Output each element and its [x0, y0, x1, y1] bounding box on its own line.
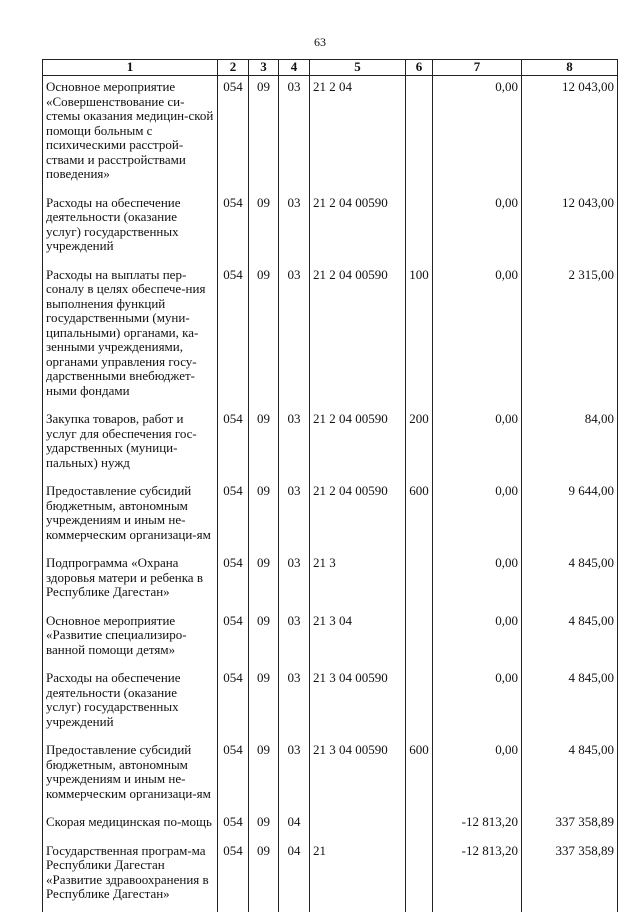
row-col-2: 054	[218, 408, 249, 480]
row-col-7: 0,00	[433, 667, 522, 739]
row-col-7: 0,00	[433, 610, 522, 668]
budget-table	[42, 59, 618, 912]
row-col-5: 21 3 04 00590	[310, 739, 406, 811]
row-col-2: 054	[218, 192, 249, 264]
row-col-4: 03	[279, 610, 310, 668]
header-col-8: 8	[522, 60, 618, 76]
row-col-6: 600	[406, 480, 433, 552]
row-col-6	[406, 811, 433, 840]
row-col-2: 054	[218, 552, 249, 610]
row-col-5: 21 2 04	[310, 76, 406, 192]
row-col-2: 054	[218, 610, 249, 668]
row-col-4: 04	[279, 811, 310, 840]
row-name: Расходы на обеспечение деятельности (оказание услуг) государственных учреждений	[43, 667, 218, 739]
row-col-3: 09	[249, 739, 279, 811]
row-name: Предоставление субсидий бюджетным, автономным учреждениям и иным не-коммерческим организаци-ям	[43, 739, 218, 811]
row-col-7: 0,00	[433, 552, 522, 610]
row-name: Государственная програм-ма Республики Дагестан «Развитие здравоохранения в Республике Дагестан»	[43, 840, 218, 912]
row-name: Основное мероприятие «Совершенствование си-стемы оказания медицин-ской помощи больным с психическими расстрой-ствами и расстройствами поведения»	[43, 76, 218, 192]
row-col-7: 0,00	[433, 408, 522, 480]
row-col-5: 21 3 04	[310, 610, 406, 668]
header-col-7: 7	[433, 60, 522, 76]
row-col-7: 0,00	[433, 264, 522, 409]
row-col-5: 21 3 04 00590	[310, 667, 406, 739]
row-col-3: 09	[249, 192, 279, 264]
row-col-8: 84,00	[522, 408, 618, 480]
row-col-7: 0,00	[433, 76, 522, 192]
header-col-1: 1	[43, 60, 218, 76]
row-col-8: 4 845,00	[522, 610, 618, 668]
row-col-5: 21 2 04 00590	[310, 408, 406, 480]
row-col-8: 4 845,00	[522, 552, 618, 610]
row-name: Основное мероприятие «Развитие специализиро-ванной помощи детям»	[43, 610, 218, 668]
table-row	[43, 739, 618, 811]
row-col-4: 03	[279, 264, 310, 409]
row-col-3: 09	[249, 552, 279, 610]
row-col-4: 03	[279, 552, 310, 610]
table-row	[43, 192, 618, 264]
row-col-7: 0,00	[433, 739, 522, 811]
row-col-6: 600	[406, 739, 433, 811]
row-col-3: 09	[249, 76, 279, 192]
table-row	[43, 610, 618, 668]
row-col-7: 0,00	[433, 480, 522, 552]
row-col-5: 21	[310, 840, 406, 912]
row-col-2: 054	[218, 667, 249, 739]
table-row	[43, 480, 618, 552]
table-row	[43, 408, 618, 480]
row-col-4: 03	[279, 408, 310, 480]
row-name: Скорая медицинская по-мощь	[43, 811, 218, 840]
row-col-2: 054	[218, 840, 249, 912]
table-row	[43, 76, 618, 192]
row-name: Расходы на обеспечение деятельности (оказание услуг) государственных учреждений	[43, 192, 218, 264]
row-col-6: 100	[406, 264, 433, 409]
row-col-2: 054	[218, 264, 249, 409]
row-col-4: 03	[279, 76, 310, 192]
header-col-3: 3	[249, 60, 279, 76]
row-col-8: 4 845,00	[522, 739, 618, 811]
row-col-6	[406, 667, 433, 739]
row-col-5: 21 2 04 00590	[310, 264, 406, 409]
header-col-4: 4	[279, 60, 310, 76]
row-name: Подпрограмма «Охрана здоровья матери и ребенка в Республике Дагестан»	[43, 552, 218, 610]
row-col-8: 337 358,89	[522, 811, 618, 840]
row-col-6	[406, 840, 433, 912]
row-name: Расходы на выплаты пер-соналу в целях обеспече-ния выполнения функций государственными (муни-ципальными) органами, ка-зенными учреждениями, органами управления госу-дарственными внебюджет-ными фондами	[43, 264, 218, 409]
header-col-2: 2	[218, 60, 249, 76]
row-col-5: 21 2 04 00590	[310, 192, 406, 264]
row-col-3: 09	[249, 264, 279, 409]
row-col-3: 09	[249, 811, 279, 840]
row-col-3: 09	[249, 667, 279, 739]
row-name: Закупка товаров, работ и услуг для обеспечения гос-ударственных (муници-пальных) нужд	[43, 408, 218, 480]
table-header-row	[43, 60, 618, 76]
row-col-6	[406, 610, 433, 668]
row-col-8: 337 358,89	[522, 840, 618, 912]
row-col-5	[310, 811, 406, 840]
row-col-6	[406, 192, 433, 264]
header-col-6: 6	[406, 60, 433, 76]
row-col-4: 03	[279, 667, 310, 739]
row-col-4: 03	[279, 739, 310, 811]
row-col-8: 9 644,00	[522, 480, 618, 552]
header-col-5: 5	[310, 60, 406, 76]
row-col-4: 03	[279, 480, 310, 552]
row-col-8: 2 315,00	[522, 264, 618, 409]
row-col-8: 4 845,00	[522, 667, 618, 739]
row-col-7: -12 813,20	[433, 811, 522, 840]
row-col-5: 21 3	[310, 552, 406, 610]
row-col-2: 054	[218, 76, 249, 192]
row-col-2: 054	[218, 811, 249, 840]
table-row	[43, 552, 618, 610]
table-row	[43, 667, 618, 739]
table-row	[43, 264, 618, 409]
row-col-3: 09	[249, 480, 279, 552]
row-col-5: 21 2 04 00590	[310, 480, 406, 552]
row-col-8: 12 043,00	[522, 76, 618, 192]
row-col-3: 09	[249, 610, 279, 668]
table-row	[43, 840, 618, 912]
page-number: 63	[314, 35, 326, 49]
row-col-3: 09	[249, 408, 279, 480]
row-col-4: 03	[279, 192, 310, 264]
row-name: Предоставление субсидий бюджетным, автономным учреждениям и иным не-коммерческим организаци-ям	[43, 480, 218, 552]
row-col-6	[406, 552, 433, 610]
row-col-2: 054	[218, 739, 249, 811]
row-col-3: 09	[249, 840, 279, 912]
table-row	[43, 811, 618, 840]
row-col-2: 054	[218, 480, 249, 552]
row-col-6	[406, 76, 433, 192]
row-col-7: 0,00	[433, 192, 522, 264]
row-col-8: 12 043,00	[522, 192, 618, 264]
row-col-4: 04	[279, 840, 310, 912]
row-col-7: -12 813,20	[433, 840, 522, 912]
row-col-6: 200	[406, 408, 433, 480]
